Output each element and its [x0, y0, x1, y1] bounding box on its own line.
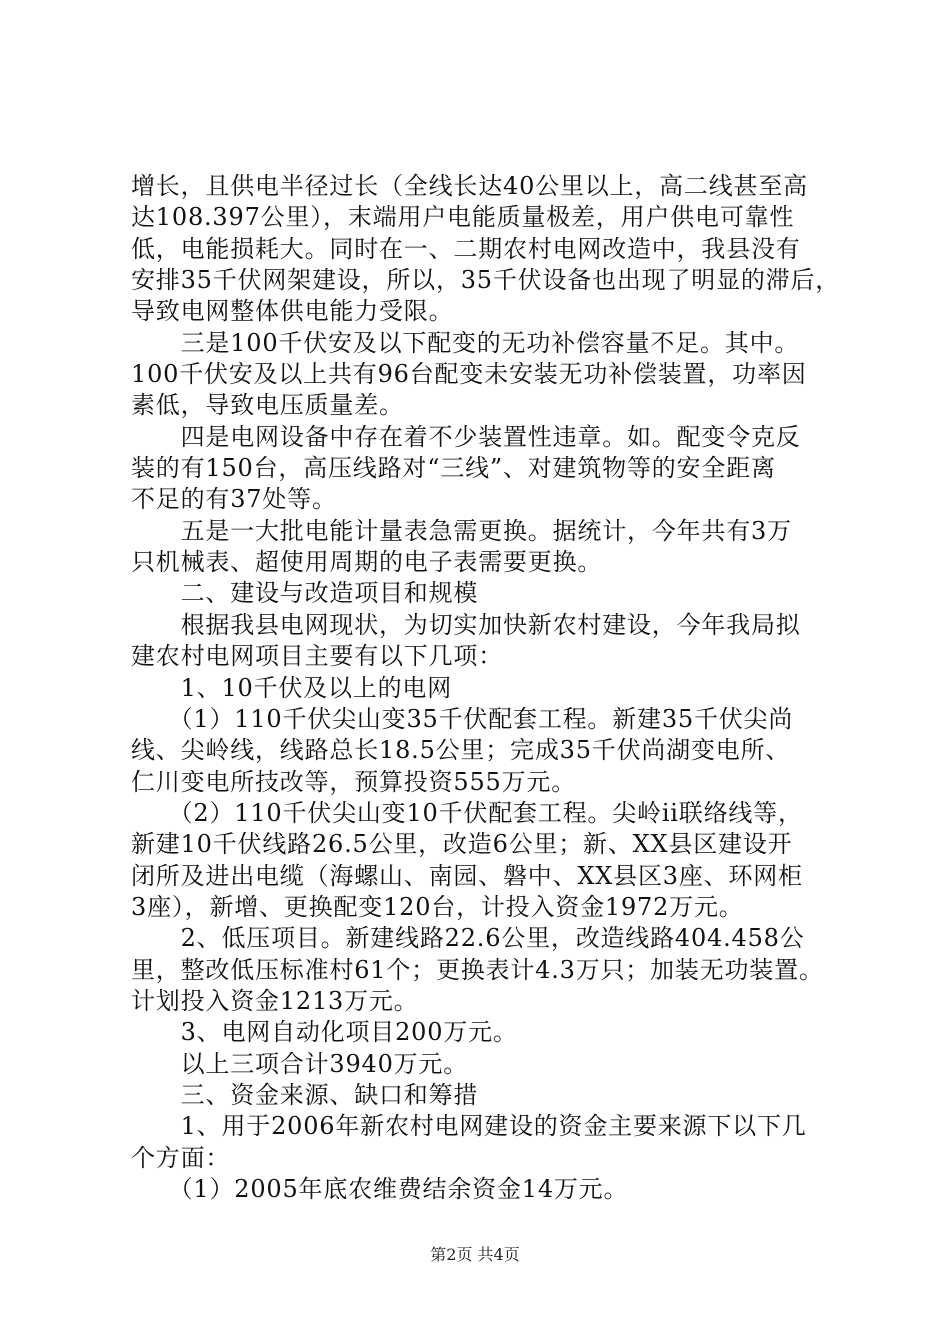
text-line: 线、尖岭线，线路总长18.5公里；完成35千伏尚湖变电所、 [131, 736, 791, 765]
text-line: 里，整改低压标准村61个；更换表计4.3万只；加装无功装置。 [131, 955, 824, 984]
text-line: 四是电网设备中存在着不少装置性违章。如。配变令克反 [131, 422, 801, 451]
text-line: 100千伏安及以上共有96台配变未安装无功补偿装置，功率因 [131, 360, 807, 389]
subsection-heading: 1、10千伏及以上的电网 [131, 673, 453, 702]
text-line: 计划投入资金1213万元。 [131, 986, 419, 1015]
text-line: （2）110千伏尖山变10千伏配套工程。尖岭ii联络线等， [131, 798, 803, 827]
text-line: 建农村电网项目主要有以下几项： [131, 642, 503, 671]
text-line: 仁川变电所技改等，预算投资555万元。 [131, 767, 577, 796]
page-number-footer: 第2页 共4页 [430, 1245, 520, 1264]
text-line: （1）2005年底农维费结余资金14万元。 [131, 1175, 629, 1203]
section-heading: 三、资金来源、缺口和筹措 [131, 1080, 479, 1109]
section-heading: 二、建设与改造项目和规模 [131, 579, 479, 608]
text-line: 导致电网整体供电能力受限。 [131, 297, 454, 326]
text-line: 个方面： [131, 1143, 231, 1172]
text-line: 3、电网自动化项目200万元。 [131, 1018, 518, 1047]
text-line: 三是100千伏安及以下配变的无功补偿容量不足。其中。 [131, 328, 800, 357]
text-line: 五是一大批电能计量表急需更换。据统计，今年共有3万 [131, 516, 792, 545]
text-line: 3座），新增、更换配变120台，计投入资金1972万元。 [131, 892, 744, 921]
text-line: 2、低压项目。新建线路22.6公里，改造线路404.458公 [131, 924, 805, 953]
text-line: 不足的有37处等。 [131, 485, 337, 514]
text-line: 装的有150台，高压线路对“三线”、对建筑物等的安全距离 [131, 454, 776, 483]
document-body [131, 171, 853, 1205]
text-line: 低，电能损耗大。同时在一、二期农村电网改造中，我县没有 [131, 234, 801, 263]
text-line: 只机械表、超使用周期的电子表需要更换。 [131, 548, 603, 577]
text-line: 增长，且供电半径过长（全线长达40公里以上，高二线甚至高 [131, 172, 808, 200]
text-line: 1、用于2006年新农村电网建设的资金主要来源下以下几 [131, 1112, 807, 1141]
text-line: 素低，导致电压质量差。 [131, 391, 404, 420]
text-line: 闭所及进出电缆（海螺山、南园、磐中、XX县区3座、环网柜 [131, 861, 803, 890]
text-line: 达108.397公里），末端用户电能质量极差，用户供电可靠性 [131, 203, 795, 232]
text-line: 安排35千伏网架建设，所以，35千伏设备也出现了明显的滞后， [131, 266, 841, 295]
text-line: 新建10千伏线路26.5公里，改造6公里；新、XX县区建设开 [131, 830, 793, 859]
text-line: （1）110千伏尖山变35千伏配套工程。新建35千伏尖尚 [131, 704, 794, 733]
text-line: 根据我县电网现状，为切实加快新农村建设，今年我局拟 [131, 610, 801, 639]
text-line: 以上三项合计3940万元。 [131, 1049, 469, 1078]
